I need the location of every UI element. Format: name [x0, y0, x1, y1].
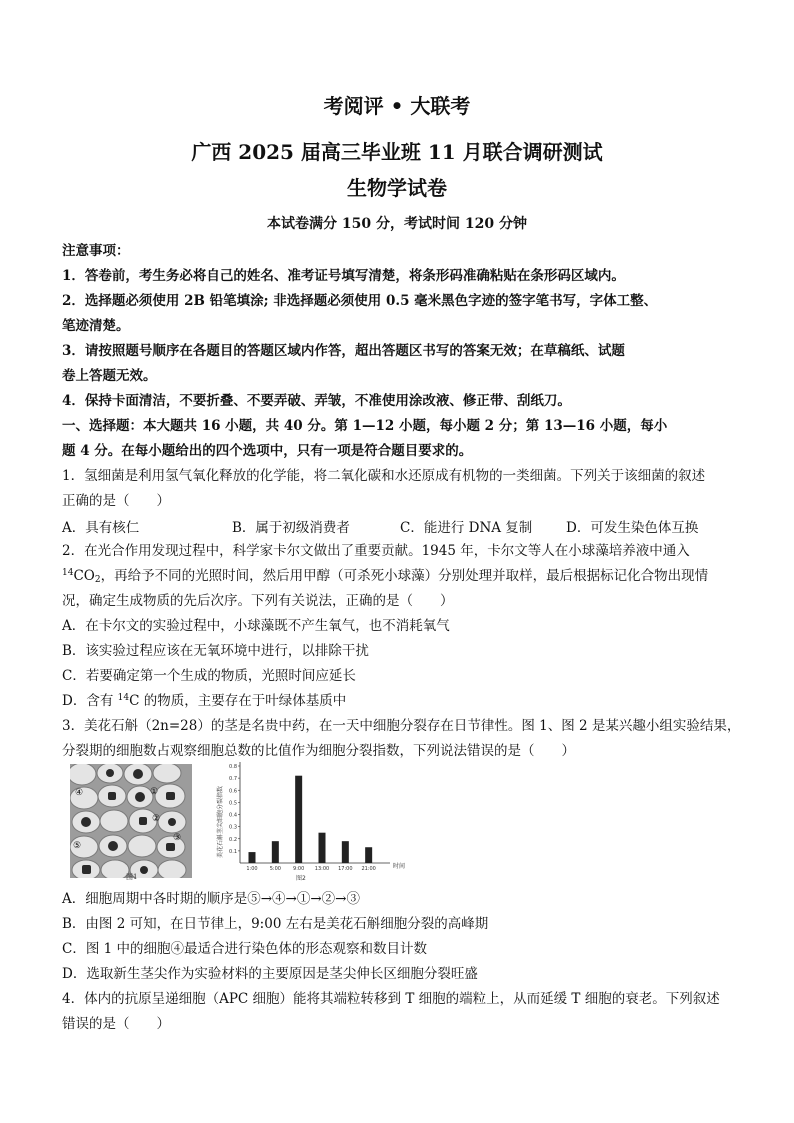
cell-label-4: ④ — [75, 788, 84, 798]
chart-y-tick-label: 0.1 — [229, 848, 237, 855]
q2-option-b: B．该实验过程应该在无氧环境中进行，以排除干扰 — [62, 643, 369, 659]
q2-co2-sup: 14 — [62, 568, 74, 578]
notice-line-4: 3．请按照题号顺序在各题目的答题区域内作答，超出答题区书写的答案无效；在草稿纸、试题 — [62, 343, 625, 359]
chart-y-tick-label: 0.4 — [229, 812, 237, 819]
q1-stem-2: 正确的是（ ） — [62, 493, 170, 509]
q2-option-d — [62, 691, 346, 711]
q2-co2: CO — [73, 568, 95, 584]
q2-option-d-post: C 的物质，主要存在于叶绿体基质中 — [129, 693, 347, 709]
chart-y-ticks — [229, 764, 240, 855]
q3-option-b: B．由图 2 可知，在日节律上，9:00 左右是美花石斛细胞分裂的高峰期 — [62, 916, 489, 932]
q2-co2-sub: 2 — [94, 575, 101, 585]
q2-stem-2-rest: ，再给予不同的光照时间，然后用甲醇（可杀死小球藻）分别处理并取样，最后根据标记化合物出现情 — [100, 568, 709, 584]
chart-bar — [319, 833, 326, 863]
cell-label-3: ③ — [173, 833, 182, 843]
q3-stem-1: 3．美花石斛（2n=28）的茎是名贵中药，在一天中细胞分裂存在日节律性。图 1、图 2 是某兴趣小组实验结果， — [62, 718, 741, 734]
brand-title: 考阅评 • 大联考 — [323, 94, 471, 118]
q2-stem-1: 2．在光合作用发现过程中，科学家卡尔文做出了重要贡献。1945 年，卡尔文等人在小球藻培养液中通入 — [62, 543, 690, 559]
chart-y-tick-label: 0.5 — [229, 800, 237, 807]
chart-x-tick-label: 21:00 — [361, 866, 376, 872]
figure-2-caption: 图2 — [296, 875, 306, 882]
section-heading-2: 题 4 分。在每小题给出的四个选项中，只有一项是符合题目要求的。 — [62, 443, 473, 459]
q2-stem-2 — [62, 566, 708, 586]
notice-line-6: 4．保持卡面清洁，不要折叠、不要弄破、弄皱，不准使用涂改液、修正带、刮纸刀。 — [62, 393, 571, 409]
notice-line-5: 卷上答题无效。 — [62, 368, 157, 384]
q1-option-b: B．属于初级消费者 — [232, 520, 350, 536]
section-heading-1: 一、选择题：本大题共 16 小题，共 40 分。第 1—12 小题，每小题 2 分；第 13—16 小题，每小 — [62, 418, 668, 434]
q2-option-a: A．在卡尔文的实验过程中，小球藻既不产生氧气，也不消耗氧气 — [62, 618, 450, 634]
q1-option-d: D．可发生染色体互换 — [566, 520, 699, 536]
notice-line-2: 2．选择题必须使用 2B 铅笔填涂; 非选择题必须使用 0.5 毫米黑色字迹的签字笔书写，字体工整、 — [62, 293, 658, 309]
cell-label-2: ② — [152, 814, 161, 824]
chart-y-axis-label: 美花石斛茎尖细胞分裂指数 — [217, 785, 224, 859]
chart-x-tick-label: 9:00 — [293, 866, 305, 872]
figure-2-bar-chart — [210, 758, 410, 883]
chart-bar — [272, 841, 279, 863]
q3-stem-2: 分裂期的细胞数占观察细胞总数的比值作为细胞分裂指数，下列说法错误的是（ ） — [62, 743, 575, 759]
q3-option-a: A．细胞周期中各时期的顺序是⑤→④→①→②→③ — [62, 891, 360, 907]
subject-title: 生物学试卷 — [347, 176, 447, 200]
chart-bar — [295, 776, 302, 863]
q2-option-d-sup: 14 — [117, 693, 130, 703]
chart-bar — [365, 847, 372, 863]
exam-info: 本试卷满分 150 分，考试时间 120 分钟 — [267, 216, 527, 232]
cell-label-1: ① — [150, 787, 159, 797]
chart-x-tick-label: 13:00 — [314, 866, 330, 872]
chart-y-tick-label: 0.7 — [229, 776, 237, 783]
chart-x-tick-label: 1:00 — [246, 866, 258, 872]
q2-option-d-pre: D．含有 — [62, 693, 118, 709]
q4-stem-1: 4．体内的抗原呈递细胞（APC 细胞）能将其端粒转移到 T 细胞的端粒上，从而延缓 T 细胞的衰老。下列叙述 — [62, 991, 720, 1007]
notice-line-3: 笔迹清楚。 — [62, 318, 130, 334]
chart-x-axis-label: 时间 — [393, 863, 406, 870]
chart-x-ticks — [246, 866, 375, 872]
exam-title: 广西 2025 届高三毕业班 11 月联合调研测试 — [191, 140, 603, 164]
notice-heading: 注意事项： — [62, 243, 130, 259]
q3-option-c: C．图 1 中的细胞④最适合进行染色体的形态观察和数目计数 — [62, 941, 428, 957]
chart-x-tick-label: 5:00 — [269, 866, 281, 872]
cell-label-5: ⑤ — [73, 841, 82, 851]
q1-option-c: C．能进行 DNA 复制 — [400, 520, 533, 536]
chart-y-tick-label: 0.6 — [229, 788, 237, 795]
chart-bar — [342, 841, 349, 863]
q1-option-a: A．具有核仁 — [62, 520, 140, 536]
q3-option-d: D．选取新生茎尖作为实验材料的主要原因是茎尖伸长区细胞分裂旺盛 — [62, 966, 478, 982]
q2-option-c: C．若要确定第一个生成的物质，光照时间应延长 — [62, 668, 356, 684]
micrograph-cells — [70, 764, 192, 878]
chart-y-tick-label: 0.3 — [229, 824, 237, 831]
chart-bar — [249, 852, 256, 863]
figure-1-micrograph — [70, 764, 192, 878]
q2-stem-3: 况，确定生成物质的先后次序。下列有关说法，正确的是（ ） — [62, 593, 454, 609]
chart-x-tick-label: 17:00 — [338, 866, 353, 872]
chart-bars — [249, 776, 373, 863]
q1-stem-1: 1．氢细菌是利用氢气氧化释放的化学能，将二氧化碳和水还原成有机物的一类细菌。下列关于该细菌的叙述 — [62, 468, 706, 484]
chart-y-tick-label: 0.2 — [229, 836, 237, 843]
figure-1-caption: 图1 — [126, 873, 138, 881]
notice-line-1: 1．答卷前，考生务必将自己的姓名、准考证号填写清楚，将条形码准确粘贴在条形码区域内。 — [62, 268, 625, 284]
chart-y-tick-label: 0.8 — [229, 764, 237, 770]
q4-stem-2: 错误的是（ ） — [62, 1016, 170, 1032]
